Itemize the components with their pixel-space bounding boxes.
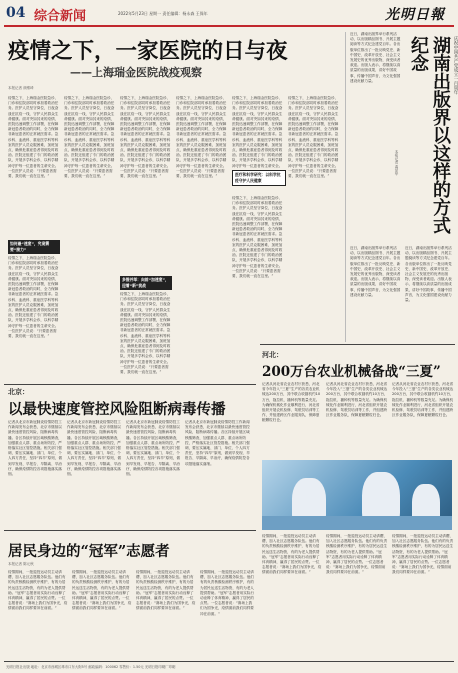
masthead-rule — [4, 25, 454, 27]
beijing-col-4: 记者从北京市新冠肺炎疫情防控工作新闻发布会获悉，北京市继续以最快速度管控风险，阻断病毒传播。各区持续开展区域核酸筛查，加强重点人群、重点场所防控，严格落实社区管控措施。相关部门强调，要压实属地、部门、单位、个人四方责任，坚持“四早”原则，做到早发现、早报告、早隔离、早治疗，确保疫情防控各项措施落实落细。 — [185, 420, 250, 466]
volunteer-col-1: 疫情期间，一批退役运动员主动请缨，加入社区志愿服务队伍。他们有的负责核酸检测秩序维护，有的为居民运送生活物资，有的为老人提供帮助。“冠军”志愿者用实际行动诠释了体育精神，赢得了居民的点赞。一位志愿者说：“赛场上我们为国争光，疫情面前我们同样要冲在前面。” — [8, 570, 68, 611]
hebei-col-2: 记者从河北省农业农村厅获悉，河北省今年投入“三夏”生产的各类农业机械达200万台，其中联合收割机约10万台，拖拉机、播种机等数量充足。为确保机械化作业顺利进行，河北省组织开展农机检修、驾驶员培训等工作，并组建跨区作业服务队，保障夏粮颗粒归仓。 — [326, 382, 388, 418]
footer-rule — [4, 661, 454, 662]
main-byline: 本报记者 颜维琦 — [8, 86, 34, 90]
volunteer-col-7: 疫情期间，一批退役运动员主动请缨，加入社区志愿服务队伍。他们有的负责核酸检测秩序维护，有的为居民运送生活物资，有的为老人提供帮助。“冠军”志愿者用实际行动诠释了体育精神，赢得了居民的点赞。一位志愿者说：“赛场上我们为国争光，疫情面前我们同样要冲在前面。” — [392, 534, 454, 575]
main-subtitle: ——上海瑞金医院战疫观察 — [70, 66, 202, 79]
main-subhead-3: 多措并举：向前“加速度”，迎着“新”挑战 — [120, 276, 172, 290]
date-line: 2022年5月23日 星期一 责任编辑：杨永森 王保年 — [118, 11, 208, 16]
beijing-top-rule — [4, 384, 256, 385]
side-col-a: 近日，湖南出版界举行系列活动，以出版精品图书、开展主题阅读等方式纪念建党百年。各出版单位推出了一批反映党史、新中国史、改革开放史、社会主义发展史的优秀出版物，深受读者欢迎。出版人表示，将继续以高质量的出版成果，讲好中国故事，传播中国声音，为文化强国建设贡献力量。 — [350, 32, 401, 83]
main-col-5: 疫情之下，上海瑞金医院急诊、门诊和住院部同时承担着救治任务。医护人员坚守岗位，日夜奋战在抗疫一线，守护人民群众生命健康。面对突如其来的疫情，医院迅速调整工作部署，在保障新冠患者救治的同时，全力保障非新冠患者的正常就医需求。急诊科、血液科、重症医学科等科室的医护人员克服困难，加班加点，确保危重症患者得到及时救治。医院还组建了专门的救治团队，开展多学科会诊，以科学精神守护每一位患者的生命安全。 — [232, 96, 283, 168]
main-col-3b: 疫情之下，上海瑞金医院急诊、门诊和住院部同时承担着救治任务。医护人员坚守岗位，日夜奋战在抗疫一线，守护人民群众生命健康。面对突如其来的疫情，医院迅速调整工作部署，在保障新冠患者救治的同时，全力保障非新冠患者的正常就医需求。急诊科、血液科、重症医学科等科室的医护人员克服困难，加班加点，确保危重症患者得到及时救治。医院还组建了专门的救治团队，开展多学科会诊，以科学精神守护每一位患者的生命安全。一位医护人员说：“只要患者需要，我们就一直在这里。” — [120, 292, 171, 375]
volunteer-title: 居民身边的“冠军”志愿者 — [8, 543, 170, 560]
side-byline: 本报记者 禹爱华 — [395, 150, 399, 176]
main-col-3: 疫情之下，上海瑞金医院急诊、门诊和住院部同时承担着救治任务。医护人员坚守岗位，日夜奋战在抗疫一线，守护人民群众生命健康。面对突如其来的疫情，医院迅速调整工作部署，在保障新冠患者救治的同时，全力保障非新冠患者的正常就医需求。急诊科、血液科、重症医学科等科室的医护人员克服困难，加班加点，确保危重症患者得到及时救治。医院还组建了专门的救治团队，开展多学科会诊，以科学精神守护每一位患者的生命安全。一位医护人员说：“只要患者需要，我们就一直在这里。” — [120, 96, 171, 179]
main-col-1b: 疫情之下，上海瑞金医院急诊、门诊和住院部同时承担着救治任务。医护人员坚守岗位，日夜奋战在抗疫一线，守护人民群众生命健康。面对突如其来的疫情，医院迅速调整工作部署，在保障新冠患者救治的同时，全力保障非新冠患者的正常就医需求。急诊科、血液科、重症医学科等科室的医护人员克服困难，加班加点，确保危重症患者得到及时救治。医院还组建了专门的救治团队，开展多学科会诊，以科学精神守护每一位患者的生命安全。一位医护人员说：“只要患者需要，我们就一直在这里。” — [8, 256, 59, 339]
section-title: 综合新闻 — [34, 9, 87, 24]
hebei-col-1: 记者从河北省农业农村厅获悉，河北省今年投入“三夏”生产的各类农业机械达200万台，其中联合收割机约10万台，拖拉机、播种机等数量充足。为确保机械化作业顺利进行，河北省组织开展农机检修、驾驶员培训等工作，并组建跨区作业服务队，保障夏粮颗粒归仓。 — [262, 382, 321, 423]
main-col-4: 疫情之下，上海瑞金医院急诊、门诊和住院部同时承担着救治任务。医护人员坚守岗位，日夜奋战在抗疫一线，守护人民群众生命健康。面对突如其来的疫情，医院迅速调整工作部署，在保障新冠患者救治的同时，全力保障非新冠患者的正常就医需求。急诊科、血液科、重症医学科等科室的医护人员克服困难，加班加点，确保危重症患者得到及时救治。医院还组建了专门的救治团队，开展多学科会诊，以科学精神守护每一位患者的生命安全。一位医护人员说：“只要患者需要，我们就一直在这里。” — [176, 96, 227, 179]
beijing-col-1: 记者从北京市新冠肺炎疫情防控工作新闻发布会获悉，北京市继续以最快速度管控风险，阻断病毒传播。各区持续开展区域核酸筛查，加强重点人群、重点场所防控，严格落实社区管控措施。相关部门强调，要压实属地、部门、单位、个人四方责任，坚持“四早”原则，做到早发现、早报告、早隔离、早治疗，确保疫情防控各项措施落实落细。 — [8, 420, 63, 477]
main-title: 疫情之下，一家医院的日与夜 — [8, 39, 288, 64]
beijing-col-2: 记者从北京市新冠肺炎疫情防控工作新闻发布会获悉，北京市继续以最快速度管控风险，阻断病毒传播。各区持续开展区域核酸筛查，加强重点人群、重点场所防控，严格落实社区管控措施。相关部门强调，要压实属地、部门、单位、个人四方责任，坚持“四早”原则，做到早发现、早报告、早隔离、早治疗，确保疫情防控各项措施落实落细。 — [67, 420, 122, 477]
main-col-5b: 疫情之下，上海瑞金医院急诊、门诊和住院部同时承担着救治任务。医护人员坚守岗位，日夜奋战在抗疫一线，守护人民群众生命健康。面对突如其来的疫情，医院迅速调整工作部署，在保障新冠患者救治的同时，全力保障非新冠患者的正常就医需求。急诊科、血液科、重症医学科等科室的医护人员克服困难，加班加点，确保危重症患者得到及时救治。医院还组建了专门的救治团队，开展多学科会诊，以科学精神守护每一位患者的生命安全。一位医护人员说：“只要患者需要，我们就一直在这里。” — [232, 196, 283, 279]
lab-workers-photo — [262, 460, 452, 530]
paper-name-logo: 光明日報 — [385, 7, 445, 23]
hebei-kicker: 河北： — [262, 350, 283, 359]
beijing-col-3: 记者从北京市新冠肺炎疫情防控工作新闻发布会获悉，北京市继续以最快速度管控风险，阻断病毒传播。各区持续开展区域核酸筛查，加强重点人群、重点场所防控，严格落实社区管控措施。相关部门强调，要压实属地、部门、单位、个人四方责任，坚持“四早”原则，做到早发现、早报告、早隔离、早治疗，确保疫情防控各项措施落实落细。 — [126, 420, 181, 477]
main-subhead-2: 医疗和科学研究：以科学抗疫守护人民健康 — [232, 170, 286, 186]
volunteer-byline: 本报记者 陈元秋 — [8, 562, 34, 566]
side-kicker: 庆祝中国共产党成立一百周年 — [453, 36, 458, 95]
volunteer-top-rule — [4, 530, 256, 531]
lab-table — [262, 516, 452, 530]
main-col-2: 疫情之下，上海瑞金医院急诊、门诊和住院部同时承担着救治任务。医护人员坚守岗位，日夜奋战在抗疫一线，守护人民群众生命健康。面对突如其来的疫情，医院迅速调整工作部署，在保障新冠患者救治的同时，全力保障非新冠患者的正常就医需求。急诊科、血液科、重症医学科等科室的医护人员克服困难，加班加点，确保危重症患者得到及时救治。医院还组建了专门的救治团队，开展多学科会诊，以科学精神守护每一位患者的生命安全。一位医护人员说：“只要患者需要，我们就一直在这里。” — [64, 96, 115, 179]
main-col-6: 疫情之下，上海瑞金医院急诊、门诊和住院部同时承担着救治任务。医护人员坚守岗位，日夜奋战在抗疫一线，守护人民群众生命健康。面对突如其来的疫情，医院迅速调整工作部署，在保障新冠患者救治的同时，全力保障非新冠患者的正常就医需求。急诊科、血液科、重症医学科等科室的医护人员克服困难，加班加点，确保危重症患者得到及时救治。医院还组建了专门的救治团队，开展多学科会诊，以科学精神守护每一位患者的生命安全。一位医护人员说：“只要患者需要，我们就一直在这里。” — [288, 96, 339, 179]
volunteer-col-6: 疫情期间，一批退役运动员主动请缨，加入社区志愿服务队伍。他们有的负责核酸检测秩序维护，有的为居民运送生活物资，有的为老人提供帮助。“冠军”志愿者用实际行动诠释了体育精神，赢得了居民的点赞。一位志愿者说：“赛场上我们为国争光，疫情面前我们同样要冲在前面。” — [326, 534, 388, 575]
volunteer-col-2: 疫情期间，一批退役运动员主动请缨，加入社区志愿服务队伍。他们有的负责核酸检测秩序维护，有的为居民运送生活物资，有的为老人提供帮助。“冠军”志愿者用实际行动诠释了体育精神，赢得了居民的点赞。一位志愿者说：“赛场上我们为国争光，疫情面前我们同样要冲在前面。” — [72, 570, 132, 611]
side-title: 湖南出版界以这样的方式纪念 — [408, 36, 451, 234]
hebei-col-3: 记者从河北省农业农村厅获悉，河北省今年投入“三夏”生产的各类农业机械达200万台，其中联合收割机约10万台，拖拉机、播种机等数量充足。为确保机械化作业顺利进行，河北省组织开展农机检修、驾驶员培训等工作，并组建跨区作业服务队，保障夏粮颗粒归仓。 — [392, 382, 454, 418]
volunteer-col-5: 疫情期间，一批退役运动员主动请缨，加入社区志愿服务队伍。他们有的负责核酸检测秩序维护，有的为居民运送生活物资，有的为老人提供帮助。“冠军”志愿者用实际行动诠释了体育精神，赢得了居民的点赞。一位志愿者说：“赛场上我们为国争光，疫情面前我们同样要冲在前面。” — [262, 534, 322, 575]
page-number: 04 — [6, 5, 26, 21]
beijing-kicker: 北京： — [8, 387, 29, 396]
volunteer-col-3: 疫情期间，一批退役运动员主动请缨，加入社区志愿服务队伍。他们有的负责核酸检测秩序维护，有的为居民运送生活物资，有的为老人提供帮助。“冠军”志愿者用实际行动诠释了体育精神，赢得了居民的点赞。一位志愿者说：“赛场上我们为国争光，疫情面前我们同样要冲在前面。” — [136, 570, 196, 611]
side-col-b: 近日，湖南出版界举行系列活动，以出版精品图书、开展主题阅读等方式纪念建党百年。各出版单位推出了一批反映党史、新中国史、改革开放史、社会主义发展史的优秀出版物，深受读者欢迎。出版人表示，将继续以高质量的出版成果，讲好中国故事，传播中国声音，为文化强国建设贡献力量。 — [350, 246, 401, 297]
volunteer-col-4: 疫情期间，一批退役运动员主动请缨，加入社区志愿服务队伍。他们有的负责核酸检测秩序维护，有的为居民运送生活物资，有的为老人提供帮助。“冠军”志愿者用实际行动诠释了体育精神，赢得了居民的点赞。一位志愿者说：“赛场上我们为国争光，疫情面前我们同样要冲在前面。” — [200, 570, 255, 616]
hebei-top-rule — [260, 344, 455, 345]
main-col-1: 疫情之下，上海瑞金医院急诊、门诊和住院部同时承担着救治任务。医护人员坚守岗位，日夜奋战在抗疫一线，守护人民群众生命健康。面对突如其来的疫情，医院迅速调整工作部署，在保障新冠患者救治的同时，全力保障非新冠患者的正常就医需求。急诊科、血液科、重症医学科等科室的医护人员克服困难，加班加点，确保危重症患者得到及时救治。医院还组建了专门的救治团队，开展多学科会诊，以科学精神守护每一位患者的生命安全。一位医护人员说：“只要患者需要，我们就一直在这里。” — [8, 96, 59, 179]
side-col-c: 近日，湖南出版界举行系列活动，以出版精品图书、开展主题阅读等方式纪念建党百年。各出版单位推出了一批反映党史、新中国史、改革开放史、社会主义发展史的优秀出版物，深受读者欢迎。出版人表示，将继续以高质量的出版成果，讲好中国故事，传播中国声音，为文化强国建设贡献力量。 — [405, 246, 452, 303]
beijing-title: 以最快速度管控风险阻断病毒传播 — [8, 401, 226, 418]
hebei-title: 200万台农业机械备战“三夏” — [262, 364, 441, 380]
footer-text: 光明日报社出版 地址：北京市西城区珠市口东大街5号 邮政编码：100062 零售价：1.50元 光明日报印刷厂印刷 — [6, 665, 176, 669]
column-divider — [345, 32, 346, 342]
main-subhead-1: 如何最“速度”，究竟需要“接力” — [8, 240, 60, 254]
